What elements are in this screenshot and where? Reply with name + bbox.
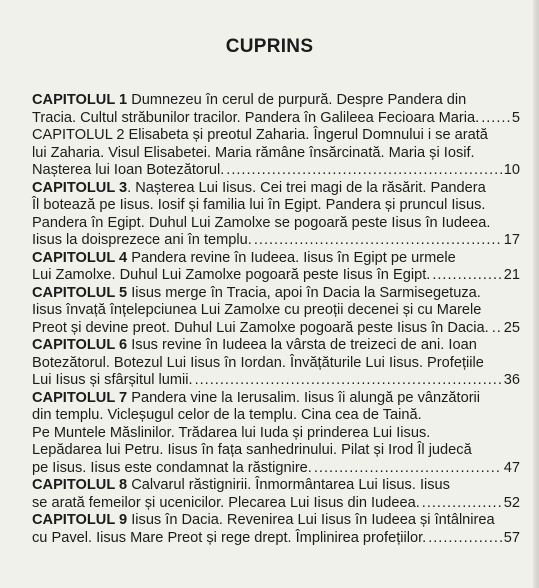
- page-number: 25: [503, 319, 520, 336]
- dot-leader: [314, 460, 502, 478]
- dot-leader: [492, 320, 501, 338]
- chapter-summary-line: Isus revine în Iudeea la vârsta de treizeci de ani. Ioan: [131, 337, 477, 353]
- chapter-summary-line: cu Pavel. Iisus Mare Preot și rege drept. Împlinirea profețiilor.: [32, 529, 427, 546]
- toc-entry-chapter-5: [32, 285, 520, 338]
- toc-entry-chapter-3: [32, 180, 520, 250]
- chapter-summary-line: Iisus la doisprezece ani în templu.: [32, 232, 252, 248]
- toc-entry-chapter-2: [32, 127, 520, 180]
- table-of-contents: [32, 92, 520, 547]
- page-number: 10: [503, 162, 520, 178]
- toc-line-with-page: [32, 530, 520, 548]
- page-number: 17: [503, 232, 520, 248]
- chapter-summary-line: Iisus merge în Tracia, apoi în Dacia la Sarmisegetuza.: [131, 284, 481, 301]
- toc-line: [32, 180, 520, 198]
- chapter-summary-line: Nașterea lui Ioan Botezătorul.: [32, 162, 225, 178]
- chapter-label: CAPITOLUL 3: [32, 179, 128, 196]
- chapter-label: CAPITOLUL 2: [32, 127, 125, 143]
- toc-line-with-page: [32, 495, 520, 513]
- dot-leader: [226, 162, 502, 180]
- chapter-summary-line: lui Zaharia. Visul Elisabetei. Maria rămâne însărcinată. Maria și Iosif.: [32, 144, 475, 161]
- chapter-label: CAPITOLUL 9: [32, 512, 128, 528]
- chapter-label: CAPITOLUL 5: [32, 284, 128, 301]
- chapter-label: CAPITOLUL 7: [32, 389, 128, 406]
- toc-entry-chapter-4: [32, 250, 520, 285]
- page-edge-shadow: [533, 0, 539, 588]
- chapter-summary-line: din templu. Vicleșugul celor de la templu. Cina cea de Taină.: [32, 407, 422, 423]
- toc-entry-chapter-9: [32, 512, 520, 547]
- toc-line-with-page: [32, 372, 520, 390]
- toc-line: [32, 407, 520, 425]
- page-number: 36: [503, 372, 520, 388]
- toc-line: [32, 477, 520, 495]
- toc-line: [32, 285, 520, 303]
- chapter-summary-line: Pandera revine în Iudeea. Iisus în Egipt pe urmele: [131, 249, 456, 266]
- toc-line: [32, 512, 520, 530]
- toc-line: [32, 442, 520, 460]
- chapter-label: CAPITOLUL 8: [32, 477, 128, 493]
- dot-leader: [481, 110, 510, 128]
- toc-line-with-page: [32, 320, 520, 338]
- chapter-summary-line: Pandera vine la Ierusalim. Iisus îi alungă pe vânzătorii: [131, 389, 481, 406]
- toc-line: [32, 127, 520, 145]
- page-number: 52: [503, 494, 520, 511]
- toc-line-with-page: [32, 232, 520, 250]
- chapter-summary-line: Iisus în Dacia. Revenirea Lui Iisus în Iudeea și întâlnirea: [131, 512, 495, 528]
- chapter-summary-line: Elisabeta și preotul Zaharia. Îngerul Domnului i se arată: [128, 127, 488, 143]
- toc-line: [32, 215, 520, 233]
- page-number: 57: [503, 529, 520, 546]
- chapter-summary-line: Botezătorul. Botezul Lui Iisus în Iordan. Învățăturile Lui Iisus. Profețiile: [32, 354, 484, 371]
- dot-leader: [422, 495, 502, 513]
- toc-entry-chapter-7: [32, 390, 520, 478]
- toc-entry-chapter-8: [32, 477, 520, 512]
- toc-line: [32, 197, 520, 215]
- chapter-summary-line: Tracia. Cultul străbunilor tracilor. Pandera în Galileea Fecioara Maria.: [32, 109, 480, 126]
- chapter-summary-line: Îl botează pe Iisus. Iosif și familia lui în Egipt. Pandera și pruncul Iisus.: [32, 197, 486, 213]
- toc-entry-chapter-1: [32, 92, 520, 127]
- toc-line: [32, 355, 520, 373]
- chapter-summary-line: se arată femeilor și ucenicilor. Plecarea Lui Iisus din Iudeea.: [32, 494, 420, 511]
- page-number: 5: [511, 109, 520, 126]
- chapter-summary-line: Calvarul răstignirii. Înmormântarea Lui Iisus. Iisus: [131, 477, 450, 493]
- dot-leader: [195, 372, 502, 390]
- toc-line: [32, 92, 520, 110]
- toc-line: [32, 390, 520, 408]
- toc-line-with-page: [32, 110, 520, 128]
- toc-line: [32, 250, 520, 268]
- toc-line-with-page: [32, 460, 520, 478]
- page-number: 21: [503, 267, 520, 283]
- chapter-label: CAPITOLUL 4: [32, 249, 128, 266]
- toc-line: [32, 337, 520, 355]
- chapter-summary-line: Lepădarea lui Petru. Iisus în fața sanhedrinului. Pilat și Irod Îl judecă: [32, 442, 472, 458]
- chapter-summary-line: Lui Zamolxe. Duhul Lui Zamolxe pogoară peste Iisus în Egipt.: [32, 267, 431, 283]
- dot-leader: [432, 267, 501, 285]
- toc-line: [32, 145, 520, 163]
- page-title: CUPRINS: [225, 36, 314, 57]
- toc-line: [32, 302, 520, 320]
- chapter-summary-line: Pandera în Egipt. Duhul Lui Zamolxe se pogoară peste Iisus în Iudeea.: [32, 214, 491, 231]
- chapter-summary-line: Pe Muntele Măslinilor. Trădarea lui Iuda și prinderea Lui Iisus.: [32, 424, 431, 441]
- chapter-summary-line: Preot și devine preot. Duhul Lui Zamolxe pogoară peste Iisus în Dacia.: [32, 319, 489, 336]
- dot-leader: [254, 232, 502, 250]
- toc-entry-chapter-6: [32, 337, 520, 390]
- dot-leader: [428, 530, 502, 548]
- toc-line: [32, 425, 520, 443]
- chapter-summary-line: pe Iisus. Iisus este condamnat la răstignire.: [32, 459, 312, 476]
- chapter-summary-line: Dumnezeu în cerul de purpură. Despre Pandera din: [131, 92, 467, 108]
- chapter-label: CAPITOLUL 6: [32, 337, 128, 353]
- chapter-summary-line: Lui Iisus și sfârșitul lumii.: [32, 372, 193, 388]
- chapter-summary-line: Iisus învață înțelepciunea Lui Zamolxe cu preoții decenei și cu Marele: [32, 302, 482, 318]
- chapter-label: CAPITOLUL 1: [32, 92, 128, 108]
- page-number: 47: [503, 459, 520, 476]
- toc-line-with-page: [32, 267, 520, 285]
- chapter-summary-line: . Nașterea Lui Iisus. Cei trei magi de la răsărit. Pandera: [127, 179, 486, 196]
- toc-line-with-page: [32, 162, 520, 180]
